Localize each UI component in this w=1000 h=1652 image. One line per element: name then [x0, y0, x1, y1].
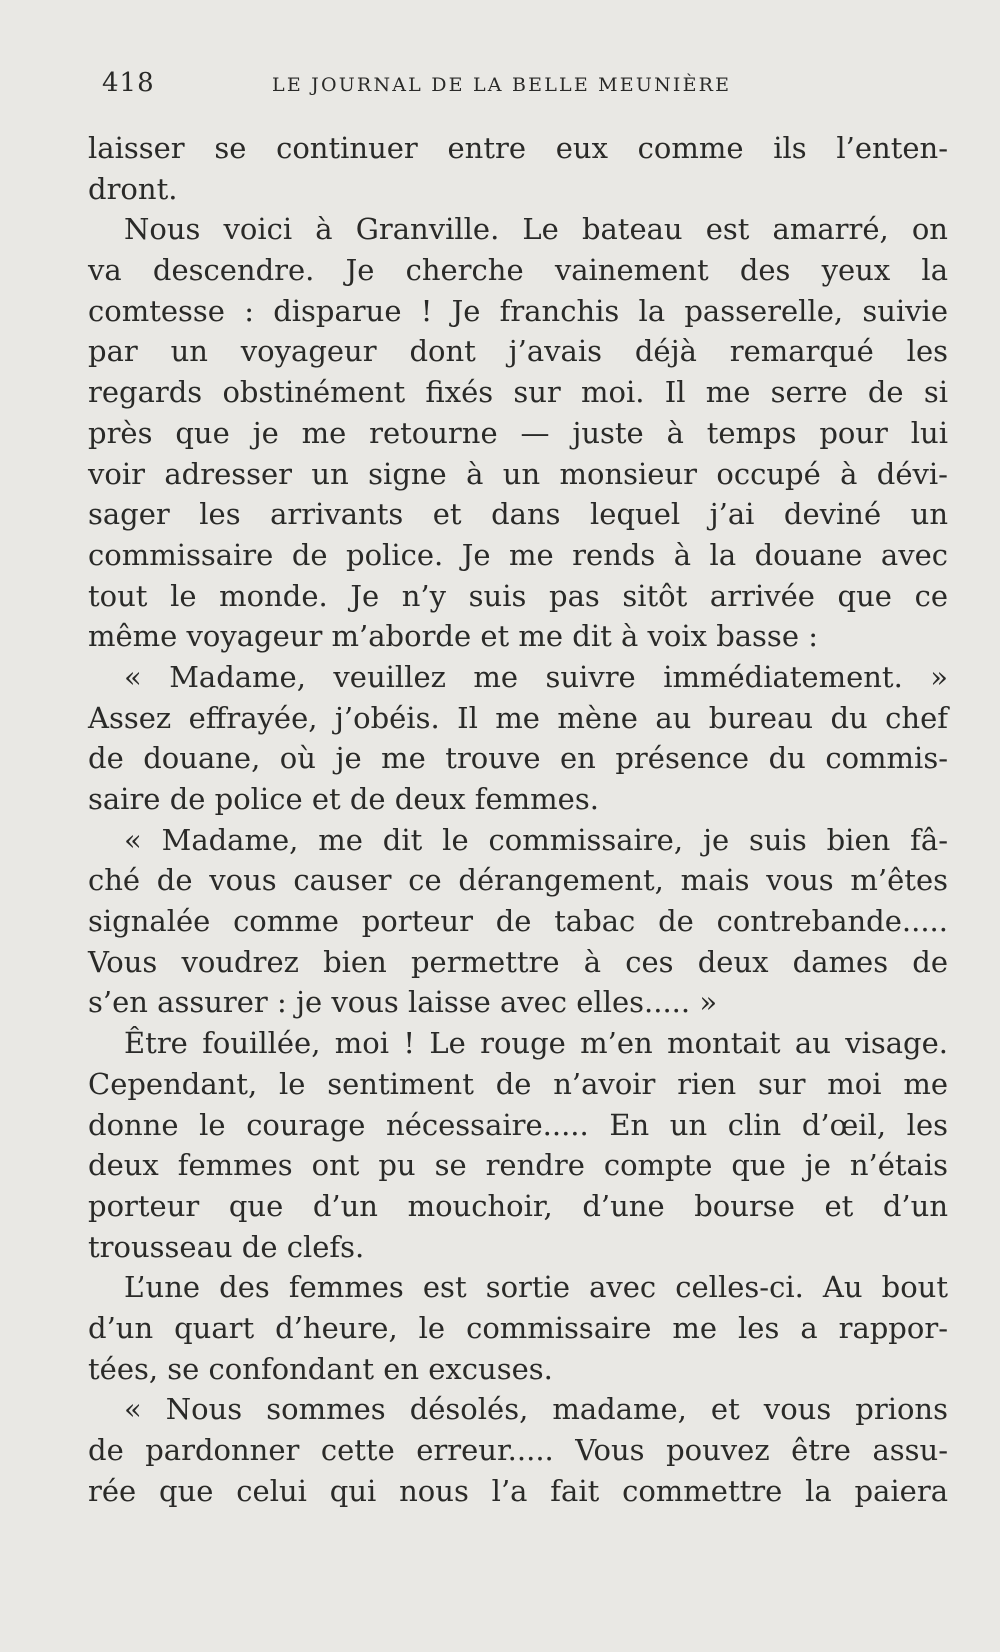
text-line: s’en assurer : je vous laisse avec elles..... »	[88, 985, 718, 1020]
text-line: de douane, où je me trouve en présence du commis-	[88, 741, 948, 776]
text-line: donne le courage nécessaire..... En un clin d’œil, les	[88, 1107, 948, 1142]
text-line: Assez effrayée, j’obéis. Il me mène au bureau du chef	[88, 700, 948, 735]
text-line: de pardonner cette erreur..... Vous pouvez être assu-	[88, 1433, 948, 1467]
text-line: va descendre. Je cherche vainement des yeux la	[88, 253, 948, 288]
text-line: « Nous sommes désolés, madame, et vous prions	[124, 1392, 948, 1427]
text-line: « Madame, me dit le commissaire, je suis bien fâ-	[124, 822, 948, 857]
text-line: par un voyageur dont j’avais déjà remarqué les	[88, 334, 948, 369]
text-line: « Madame, veuillez me suivre immédiatement. »	[124, 659, 948, 694]
text-line: laisser se continuer entre eux comme ils l’enten-	[88, 131, 948, 165]
text-line: signalée comme porteur de tabac de contrebande.....	[88, 904, 948, 939]
text-line: porteur que d’un mouchoir, d’une bourse et d’un	[88, 1188, 948, 1223]
text-line: deux femmes ont pu se rendre compte que je n’étais	[88, 1148, 948, 1183]
text-line: comtesse : disparue ! Je franchis la passerelle, suivie	[88, 293, 948, 328]
text-line: Être fouillée, moi ! Le rouge m’en montait au visage.	[124, 1026, 948, 1061]
text-line: d’un quart d’heure, le commissaire me les a rappor-	[88, 1310, 948, 1345]
text-line: rée que celui qui nous l’a fait commettre la paiera	[88, 1473, 948, 1508]
text-line: tout le monde. Je n’y suis pas sitôt arrivée que ce	[88, 578, 948, 613]
text-line: regards obstinément fixés sur moi. Il me serre de si	[88, 375, 948, 410]
text-line: ché de vous causer ce dérangement, mais vous m’êtes	[88, 863, 948, 898]
text-line: trousseau de clefs.	[88, 1229, 365, 1264]
text-line: commissaire de police. Je me rends à la douane avec	[88, 537, 948, 572]
text-line: même voyageur m’aborde et me dit à voix basse :	[88, 619, 818, 654]
text-line: Vous voudrez bien permettre à ces deux dames de	[88, 944, 948, 979]
text-line: dront.	[88, 171, 178, 206]
text-line: sager les arrivants et dans lequel j’ai deviné un	[88, 497, 948, 532]
text-line: voir adresser un signe à un monsieur occupé à dévi-	[88, 456, 948, 491]
page-number: 418	[102, 68, 155, 98]
text-line: Cependant, le sentiment de n’avoir rien sur moi me	[88, 1066, 948, 1101]
page-header	[102, 64, 772, 104]
running-title: LE JOURNAL DE LA BELLE MEUNIÈRE	[272, 74, 732, 96]
text-line: tées, se confondant en excuses.	[88, 1351, 553, 1386]
text-line: L’une des femmes est sortie avec celles-ci. Au bout	[124, 1270, 948, 1305]
text-line: saire de police et de deux femmes.	[88, 782, 599, 816]
text-line: près que je me retourne — juste à temps pour lui	[88, 415, 948, 450]
text-line: Nous voici à Granville. Le bateau est amarré, on	[124, 212, 948, 247]
body-text	[88, 128, 948, 1511]
